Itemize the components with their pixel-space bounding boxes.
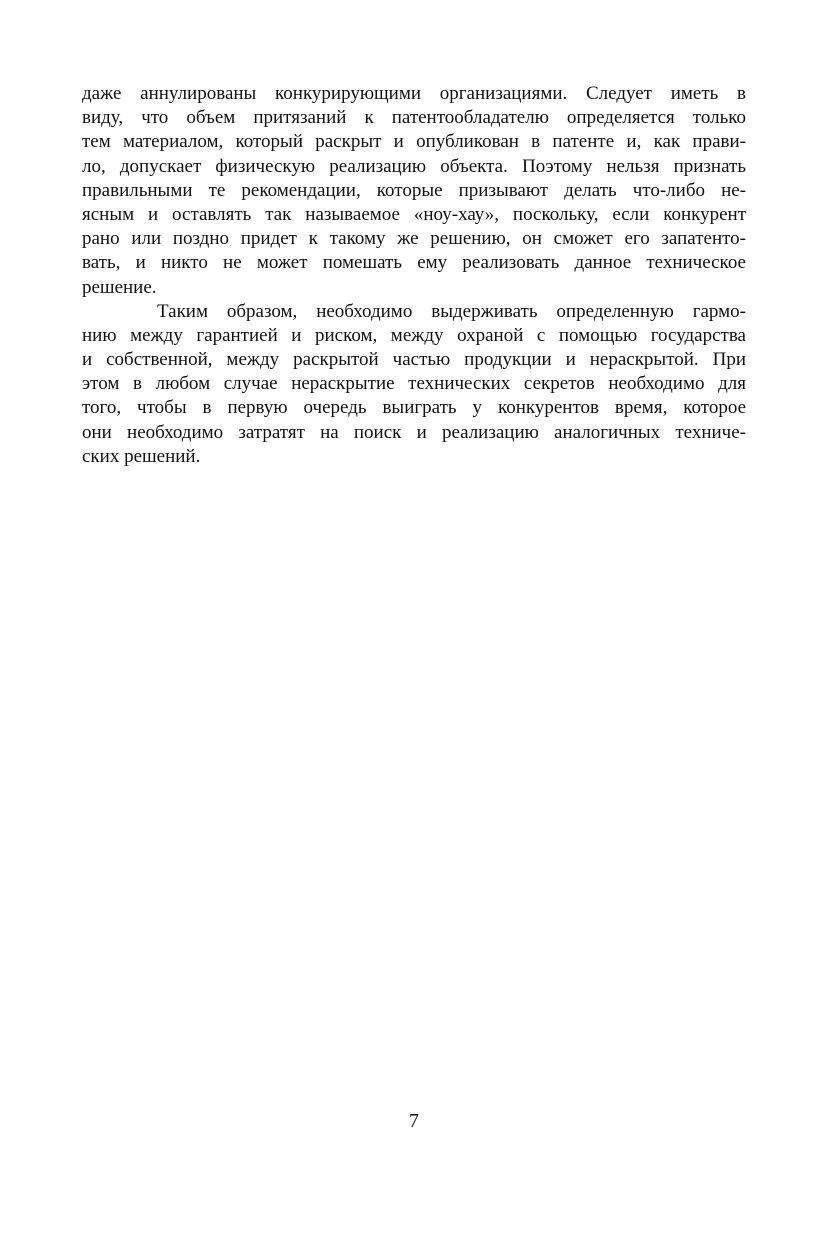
- text-line: этом в любом случае нераскрытие технических секретов необходимо для: [82, 373, 746, 395]
- text-line: Таким образом, необходимо выдерживать определенную гармо-: [157, 300, 746, 322]
- text-line: правильными те рекомендации, которые призывают делать что-либо не-: [82, 179, 746, 201]
- text-line: нию между гарантией и риском, между охраной с помощью государства: [82, 324, 746, 346]
- text-line: решение.: [82, 276, 157, 298]
- text-line: вать, и никто не может помешать ему реализовать данное техническое: [82, 252, 746, 274]
- paragraph-1: [82, 82, 746, 300]
- text-line: ских решений.: [82, 445, 201, 467]
- text-line: рано или поздно придет к такому же решению, он сможет его запатенто-: [82, 228, 746, 250]
- text-line: они необходимо затратят на поиск и реализацию аналогичных техниче-: [82, 421, 746, 443]
- text-line: тем материалом, который раскрыт и опубликован в патенте и, как прави-: [82, 131, 746, 153]
- text-line: виду, что объем притязаний к патентообладателю определяется только: [82, 107, 746, 129]
- text-line: даже аннулированы конкурирующими организациями. Следует иметь в: [82, 83, 746, 104]
- paragraph-2: [82, 300, 746, 469]
- text-line: того, чтобы в первую очередь выиграть у конкурентов время, которое: [82, 397, 746, 419]
- text-line: ло, допускает физическую реализацию объекта. Поэтому нельзя признать: [82, 155, 746, 177]
- text-line: ясным и оставлять так называемое «ноу-хау», поскольку, если конкурент: [82, 203, 746, 225]
- text-line: и собственной, между раскрытой частью продукции и нераскрытой. При: [82, 349, 746, 371]
- page-number: 7: [409, 1110, 419, 1132]
- body-text: [82, 82, 746, 469]
